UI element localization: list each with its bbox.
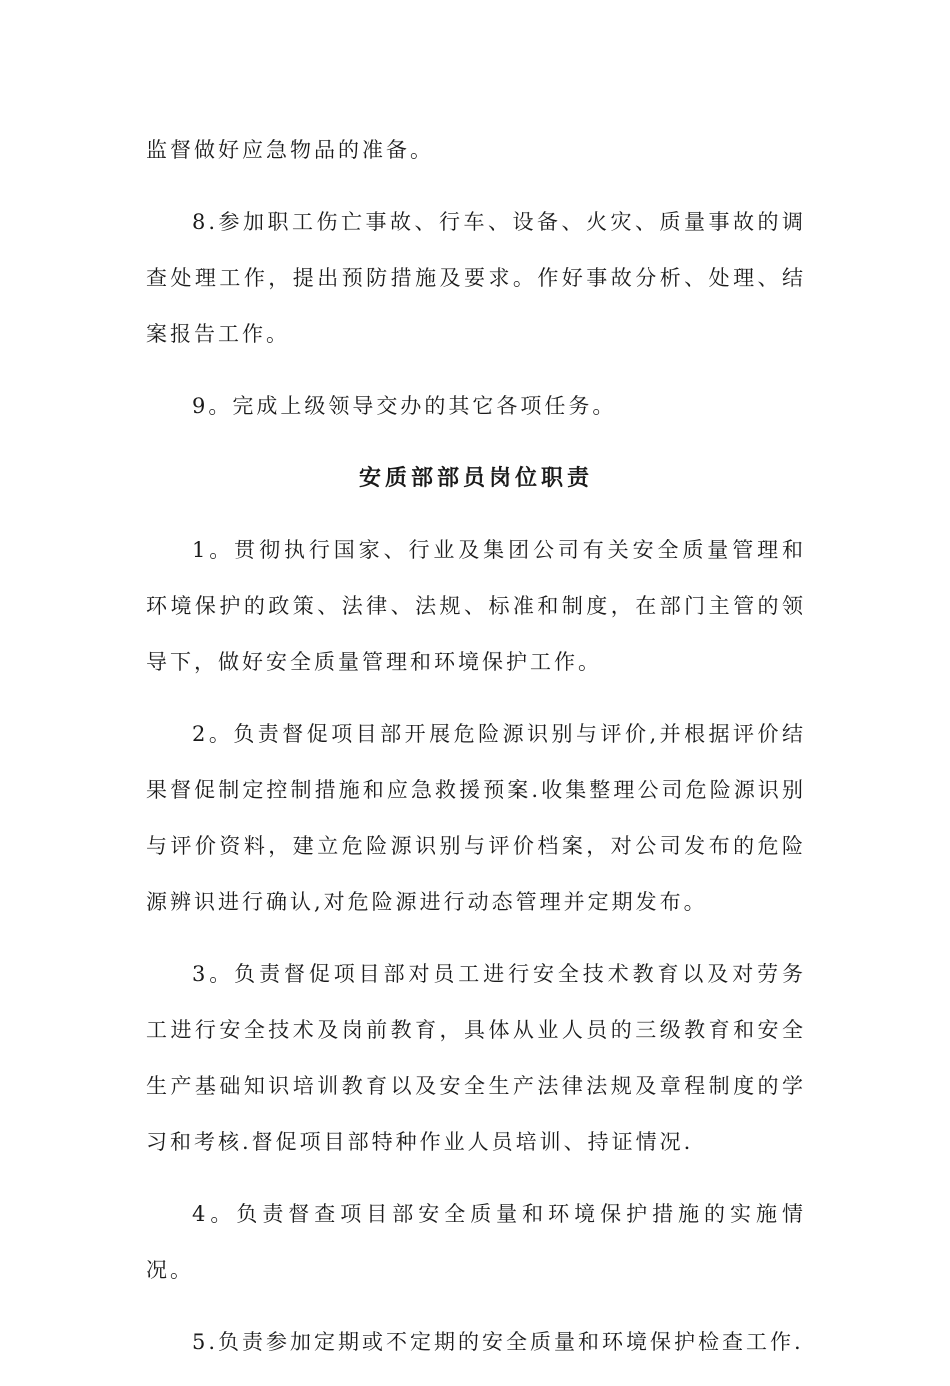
paragraph-item-9: 9。完成上级领导交办的其它各项任务。 [192,394,617,418]
section-title: 安质部部员岗位职责 [358,465,593,491]
paragraph-duty-1: 1。贯彻执行国家、行业及集团公司有关安全质量管理和环境保护的政策、法律、法规、标准和制度，在部门主管的领导下，做好安全质量管理和环境保护工作。 [146,538,806,674]
paragraph-item-8: 8.参加职工伤亡事故、行车、设备、火灾、质量事故的调查处理工作，提出预防措施及要求。作好事故分析、处理、结案报告工作。 [146,210,806,346]
paragraph-continuation: 监督做好应急物品的准备。 [146,138,434,162]
document-body [146,122,806,1386]
paragraph-duty-3: 3。负责督促项目部对员工进行安全技术教育以及对劳务工进行安全技术及岗前教育，具体从业人员的三级教育和安全生产基础知识培训教育以及安全生产法律法规及章程制度的学习和考核.督促项目部特种作业人员培训、持证情况. [146,962,806,1154]
paragraph-duty-2: 2。负责督促项目部开展危险源识别与评价,并根据评价结果督促制定控制措施和应急救援预案.收集整理公司危险源识别与评价资料，建立危险源识别与评价档案，对公司发布的危险源辨识进行确认,对危险源进行动态管理并定期发布。 [146,722,806,914]
paragraph-duty-4: 4。负责督查项目部安全质量和环境保护措施的实施情况。 [146,1202,806,1282]
paragraph-duty-5: 5.负责参加定期或不定期的安全质量和环境保护检查工作. [192,1330,804,1354]
